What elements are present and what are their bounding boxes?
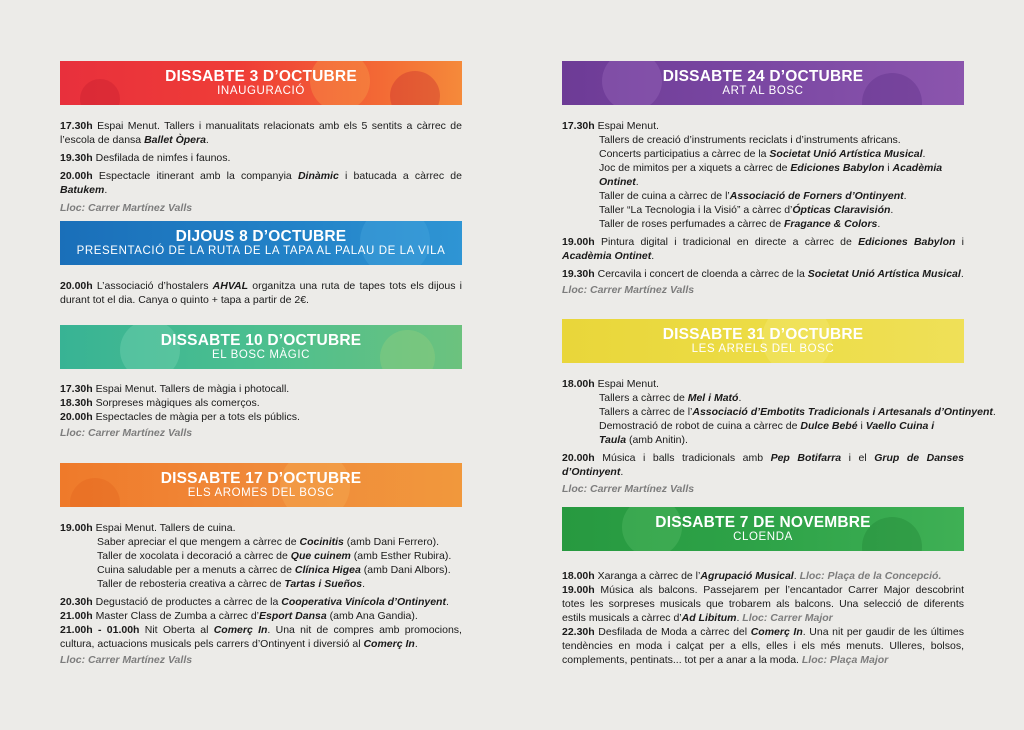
event-list: [562, 569, 964, 667]
list-item: 17.30h Espai Menut. Tallers de màgia i photocall.: [60, 383, 290, 395]
list-item: 20.00h Música i balls tradicionals amb Pep Botifarra i el Grup de Danses d’Ontinyent.: [562, 452, 964, 478]
day-banner: [562, 319, 964, 363]
day-subtitle: ART AL BOSC: [722, 85, 804, 97]
list-item: Saber apreciar el que mengem a càrrec de Cocinitis (amb Dani Ferrero).: [97, 536, 439, 548]
list-item: Taller de roses perfumades a càrrec de Fragance & Colors.: [599, 218, 881, 230]
list-item: 21.00h - 01.00h Nit Oberta al Comerç In. Una nit de compres amb promocions, cultura, actuacions musicals pels carrers d’Ontinyent i diversió al Comerç In.: [60, 624, 462, 650]
day-title: DISSABTE 3 D’OCTUBRE: [165, 68, 357, 85]
day-subtitle: PRESENTACIÓ DE LA RUTA DE LA TAPA AL PALAU DE LA VILA: [76, 245, 446, 257]
list-item: Concerts participatius a càrrec de la Societat Unió Artística Musical.: [599, 148, 926, 160]
day-title: DIJOUS 8 D’OCTUBRE: [175, 228, 347, 245]
day-banner: [60, 463, 462, 507]
day-banner: [60, 221, 462, 265]
list-item: 21.00h Master Class de Zumba a càrrec d’Esport Dansa (amb Ana Gandia).: [60, 610, 418, 622]
location-note: Lloc: Carrer Martínez Valls: [60, 202, 193, 214]
day-title: DISSABTE 7 DE NOVEMBRE: [655, 514, 871, 531]
event-day-8-october: [60, 221, 462, 311]
list-item: Joc de mimitos per a xiquets a càrrec de Ediciones Babylon i Acadèmia Ontinet.: [599, 162, 943, 188]
list-item: 19.00h Pintura digital i tradicional en directe a càrrec de Ediciones Babylon i Acadèmia Ontinet.: [562, 236, 964, 262]
day-title: DISSABTE 10 D’OCTUBRE: [160, 332, 362, 349]
day-subtitle: EL BOSC MÀGIC: [211, 349, 311, 361]
event-day-31-october: [562, 319, 996, 496]
day-title: DISSABTE 24 D’OCTUBRE: [662, 68, 864, 85]
list-item: 22.30h Desfilada de Moda a càrrec del Comerç In. Una nit per gaudir de les últimes tendències en moda i calçat per a ells, elles i els més menuts. Ulleres, bolsos, complements, pentinats... tot per a anar a la moda. Lloc: Plaça Major: [562, 626, 964, 666]
event-day-3-october: [60, 61, 462, 215]
list-item: Tallers a càrrec de l’Associació d’Embotits Tradicionals i Artesanals d’Ontinyent.: [599, 406, 996, 418]
event-day-10-october: [60, 325, 462, 440]
list-item: 20.30h Degustació de productes a càrrec de la Cooperativa Vinícola d’Ontinyent.: [60, 596, 449, 608]
list-item: 20.00h L’associació d’hostalers AHVAL organitza una ruta de tapes tots els dijous i durant tot el dia. Canya o quinto + tapa a partir de 2€.: [60, 280, 462, 306]
list-item: 18.00h Xaranga a càrrec de l’Agrupació Musical. Lloc: Plaça de la Concepció.: [562, 570, 942, 582]
event-day-24-october: [562, 61, 964, 297]
day-title: DISSABTE 31 D’OCTUBRE: [662, 326, 864, 343]
list-item: 18.30h Sorpreses màgiques als comerços.: [60, 397, 260, 409]
list-item: 19.00h Música als balcons. Passejarem per l’encantador Carrer Major descobrint totes les sorpreses musicals que trobarem als balcons. Una selecció de diferents estils musicals a càrrec d’Ad Libitum. Lloc: Carrer Major: [562, 584, 964, 624]
list-item: Taller de rebosteria creativa a càrrec de Tartas i Sueños.: [97, 578, 366, 590]
event-list: [562, 119, 964, 297]
day-banner: [60, 61, 462, 105]
list-item: Tallers a càrrec de Mel i Mató.: [599, 392, 742, 404]
event-list: [60, 119, 462, 215]
event-list: [60, 521, 462, 667]
list-item: 18.00h Espai Menut.: [562, 378, 659, 390]
list-item: 19.30h Cercavila i concert de cloenda a càrrec de la Societat Unió Artística Musical.: [562, 268, 964, 280]
location-note: Lloc: Carrer Martínez Valls: [60, 654, 193, 666]
day-banner: [562, 507, 964, 551]
event-list: [60, 279, 462, 307]
event-list: [60, 382, 462, 440]
day-title: DISSABTE 17 D’OCTUBRE: [160, 470, 362, 487]
list-item: Taller de cuina a càrrec de l’Associació de Forners d’Ontinyent.: [599, 190, 907, 202]
list-item: Cuina saludable per a menuts a càrrec de Clínica Higea (amb Dani Albors).: [97, 564, 451, 576]
list-item: 19.30h Desfilada de nimfes i faunos.: [60, 152, 231, 164]
location-note: Lloc: Carrer Martínez Valls: [562, 483, 695, 495]
list-item: Demostració de robot de cuina a càrrec de Dulce Bebé i Vaello Cuina i Taula (amb Anitin).: [599, 420, 935, 446]
event-day-17-october: [60, 463, 462, 667]
list-item: Taller “La Tecnologia i la Visió” a càrrec d’Ópticas Claravisión.: [599, 204, 894, 216]
day-subtitle: ELS AROMES DEL BOSC: [187, 487, 335, 499]
list-item: 17.30h Espai Menut. Tallers i manualitats relacionats amb els 5 sentits a càrrec de l’escola de dansa Ballet Òpera.: [60, 120, 462, 146]
list-item: 19.00h Espai Menut. Tallers de cuina.: [60, 522, 236, 534]
event-list: [562, 377, 996, 496]
day-subtitle: INAUGURACIÓ: [217, 85, 305, 97]
list-item: 17.30h Espai Menut.: [562, 120, 659, 132]
location-note: Lloc: Carrer Martínez Valls: [562, 284, 695, 296]
day-banner: [562, 61, 964, 105]
list-item: Taller de xocolata i decoració a càrrec de Que cuinem (amb Esther Rubira).: [97, 550, 452, 562]
day-subtitle: CLOENDA: [733, 531, 793, 543]
list-item: 20.00h Espectacle itinerant amb la companyia Dinàmic i batucada a càrrec de Batukem.: [60, 170, 462, 196]
location-note: Lloc: Carrer Martínez Valls: [60, 427, 193, 439]
event-day-7-november: [562, 507, 964, 667]
list-item: 20.00h Espectacles de màgia per a tots els públics.: [60, 411, 300, 423]
day-subtitle: LES ARRELS DEL BOSC: [691, 343, 835, 355]
day-banner: [60, 325, 462, 369]
list-item: Tallers de creació d’instruments reciclats i d’instruments africans.: [599, 134, 901, 146]
